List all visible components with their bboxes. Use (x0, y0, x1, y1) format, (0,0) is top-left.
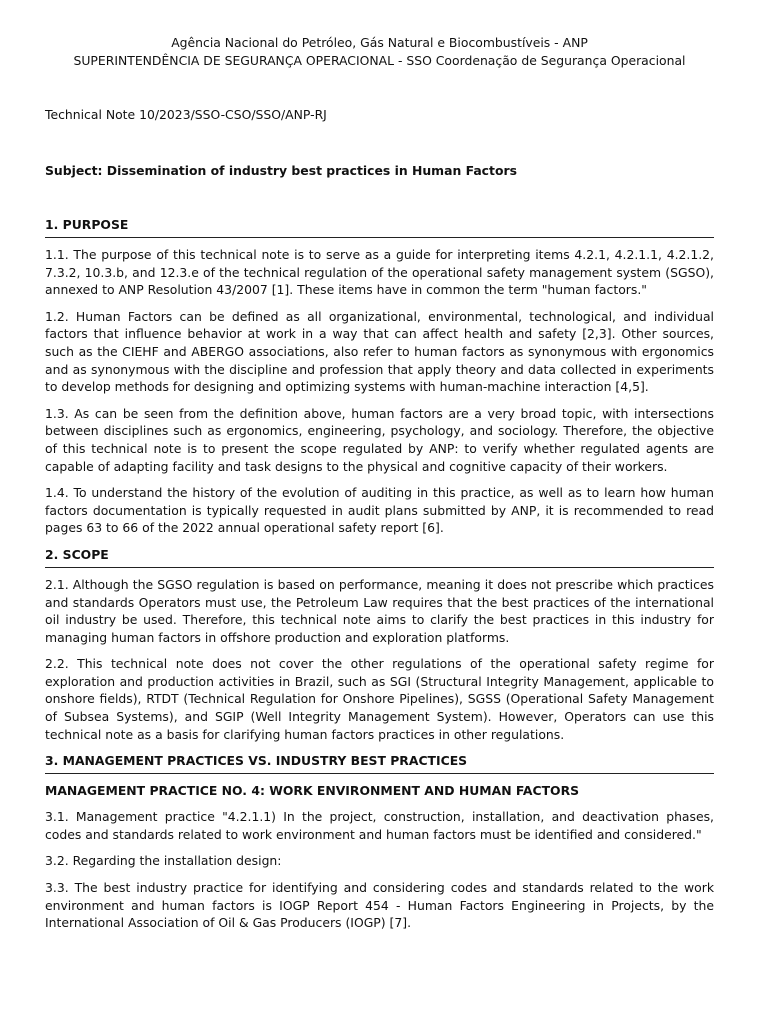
agency-name: Agência Nacional do Petróleo, Gás Natural e Biocombustíveis - ANP (171, 35, 588, 50)
paragraph-2-1: 2.1. Although the SGSO regulation is based on performance, meaning it does not prescribe which practices and standards Operators must use, the Petroleum Law requires that the best practices of the international oil industry be used. Therefore, this technical note aims to clarify the best practices in this industry for managing human factors in offshore production and exploration platforms. (45, 576, 714, 645)
paragraph-1-2: 1.2. Human Factors can be defined as all organizational, environmental, technological, and individual factors that influence behavior at work in a way that can affect health and safety [2,3]. Other sources, such as the CIEHF and ABERGO associations, also refer to human factors as synonymous with ergonomics and as synonymous with the discipline and profession that apply theory and data collected in experiments to develop methods for designing and optimizing systems with human-machine interaction [4,5]. (45, 308, 714, 395)
section-practices-title: 3. MANAGEMENT PRACTICES VS. INDUSTRY BEST PRACTICES (45, 752, 714, 774)
superintendency-name: SUPERINTENDÊNCIA DE SEGURANÇA OPERACIONAL - SSO Coordenação de Segurança Operacional (73, 53, 686, 68)
section-scope-title: 2. SCOPE (45, 546, 714, 568)
section-purpose-title: 1. PURPOSE (45, 216, 714, 238)
paragraph-3-2: 3.2. Regarding the installation design: (45, 853, 282, 869)
paragraph-1-3: 1.3. As can be seen from the definition above, human factors are a very broad topic, with intersections between disciplines such as ergonomics, engineering, psychology, and sociology. Therefore, the objective of this technical note is to present the scope regulated by ANP: to verify whether regulated agents are capable of adapting facility and task designs to the physical and cognitive capacity of their workers. (45, 405, 714, 474)
paragraph-3-3: 3.3. The best industry practice for identifying and considering codes and standards related to the work environment and human factors is IOGP Report 454 - Human Factors Engineering in Projects, by the International Association of Oil & Gas Producers (IOGP) [7]. (45, 880, 714, 931)
management-practice-title: MANAGEMENT PRACTICE NO. 4: WORK ENVIRONMENT AND HUMAN FACTORS (45, 783, 580, 799)
paragraph-1-1: 1.1. The purpose of this technical note is to serve as a guide for interpreting items 4.2.1, 4.2.1.1, 4.2.1.2, 7.3.2, 10.3.b, and 12.3.e of the technical regulation of the operational safety management system (SGSO), annexed to ANP Resolution 43/2007 [1]. These items have in common the term "human factors." (45, 247, 714, 298)
technical-note-reference: Technical Note 10/2023/SSO-CSO/SSO/ANP-RJ (45, 107, 327, 122)
agency-header (45, 34, 714, 70)
subject-line: Subject: Dissemination of industry best practices in Human Factors (45, 163, 517, 178)
paragraph-2-2: 2.2. This technical note does not cover the other regulations of the operational safety regime for exploration and production activities in Brazil, such as SGI (Structural Integrity Management, applicable to onshore fields), RTDT (Technical Regulation for Onshore Pipelines), SGSS (Operational Safety Management of Subsea Systems), and SGIP (Well Integrity Management System). However, Operators can use this technical note as a basis for clarifying human factors practices in other regulations. (45, 656, 714, 742)
paragraph-3-1: 3.1. Management practice "4.2.1.1) In the project, construction, installation, and deactivation phases, codes and standards related to work environment and human factors must be identified and considered." (45, 809, 714, 842)
paragraph-1-4: 1.4. To understand the history of the evolution of auditing in this practice, as well as to learn how human factors documentation is typically requested in audit plans submitted by ANP, it is recommended to read pages 63 to 66 of the 2022 annual operational safety report [6]. (45, 485, 714, 536)
